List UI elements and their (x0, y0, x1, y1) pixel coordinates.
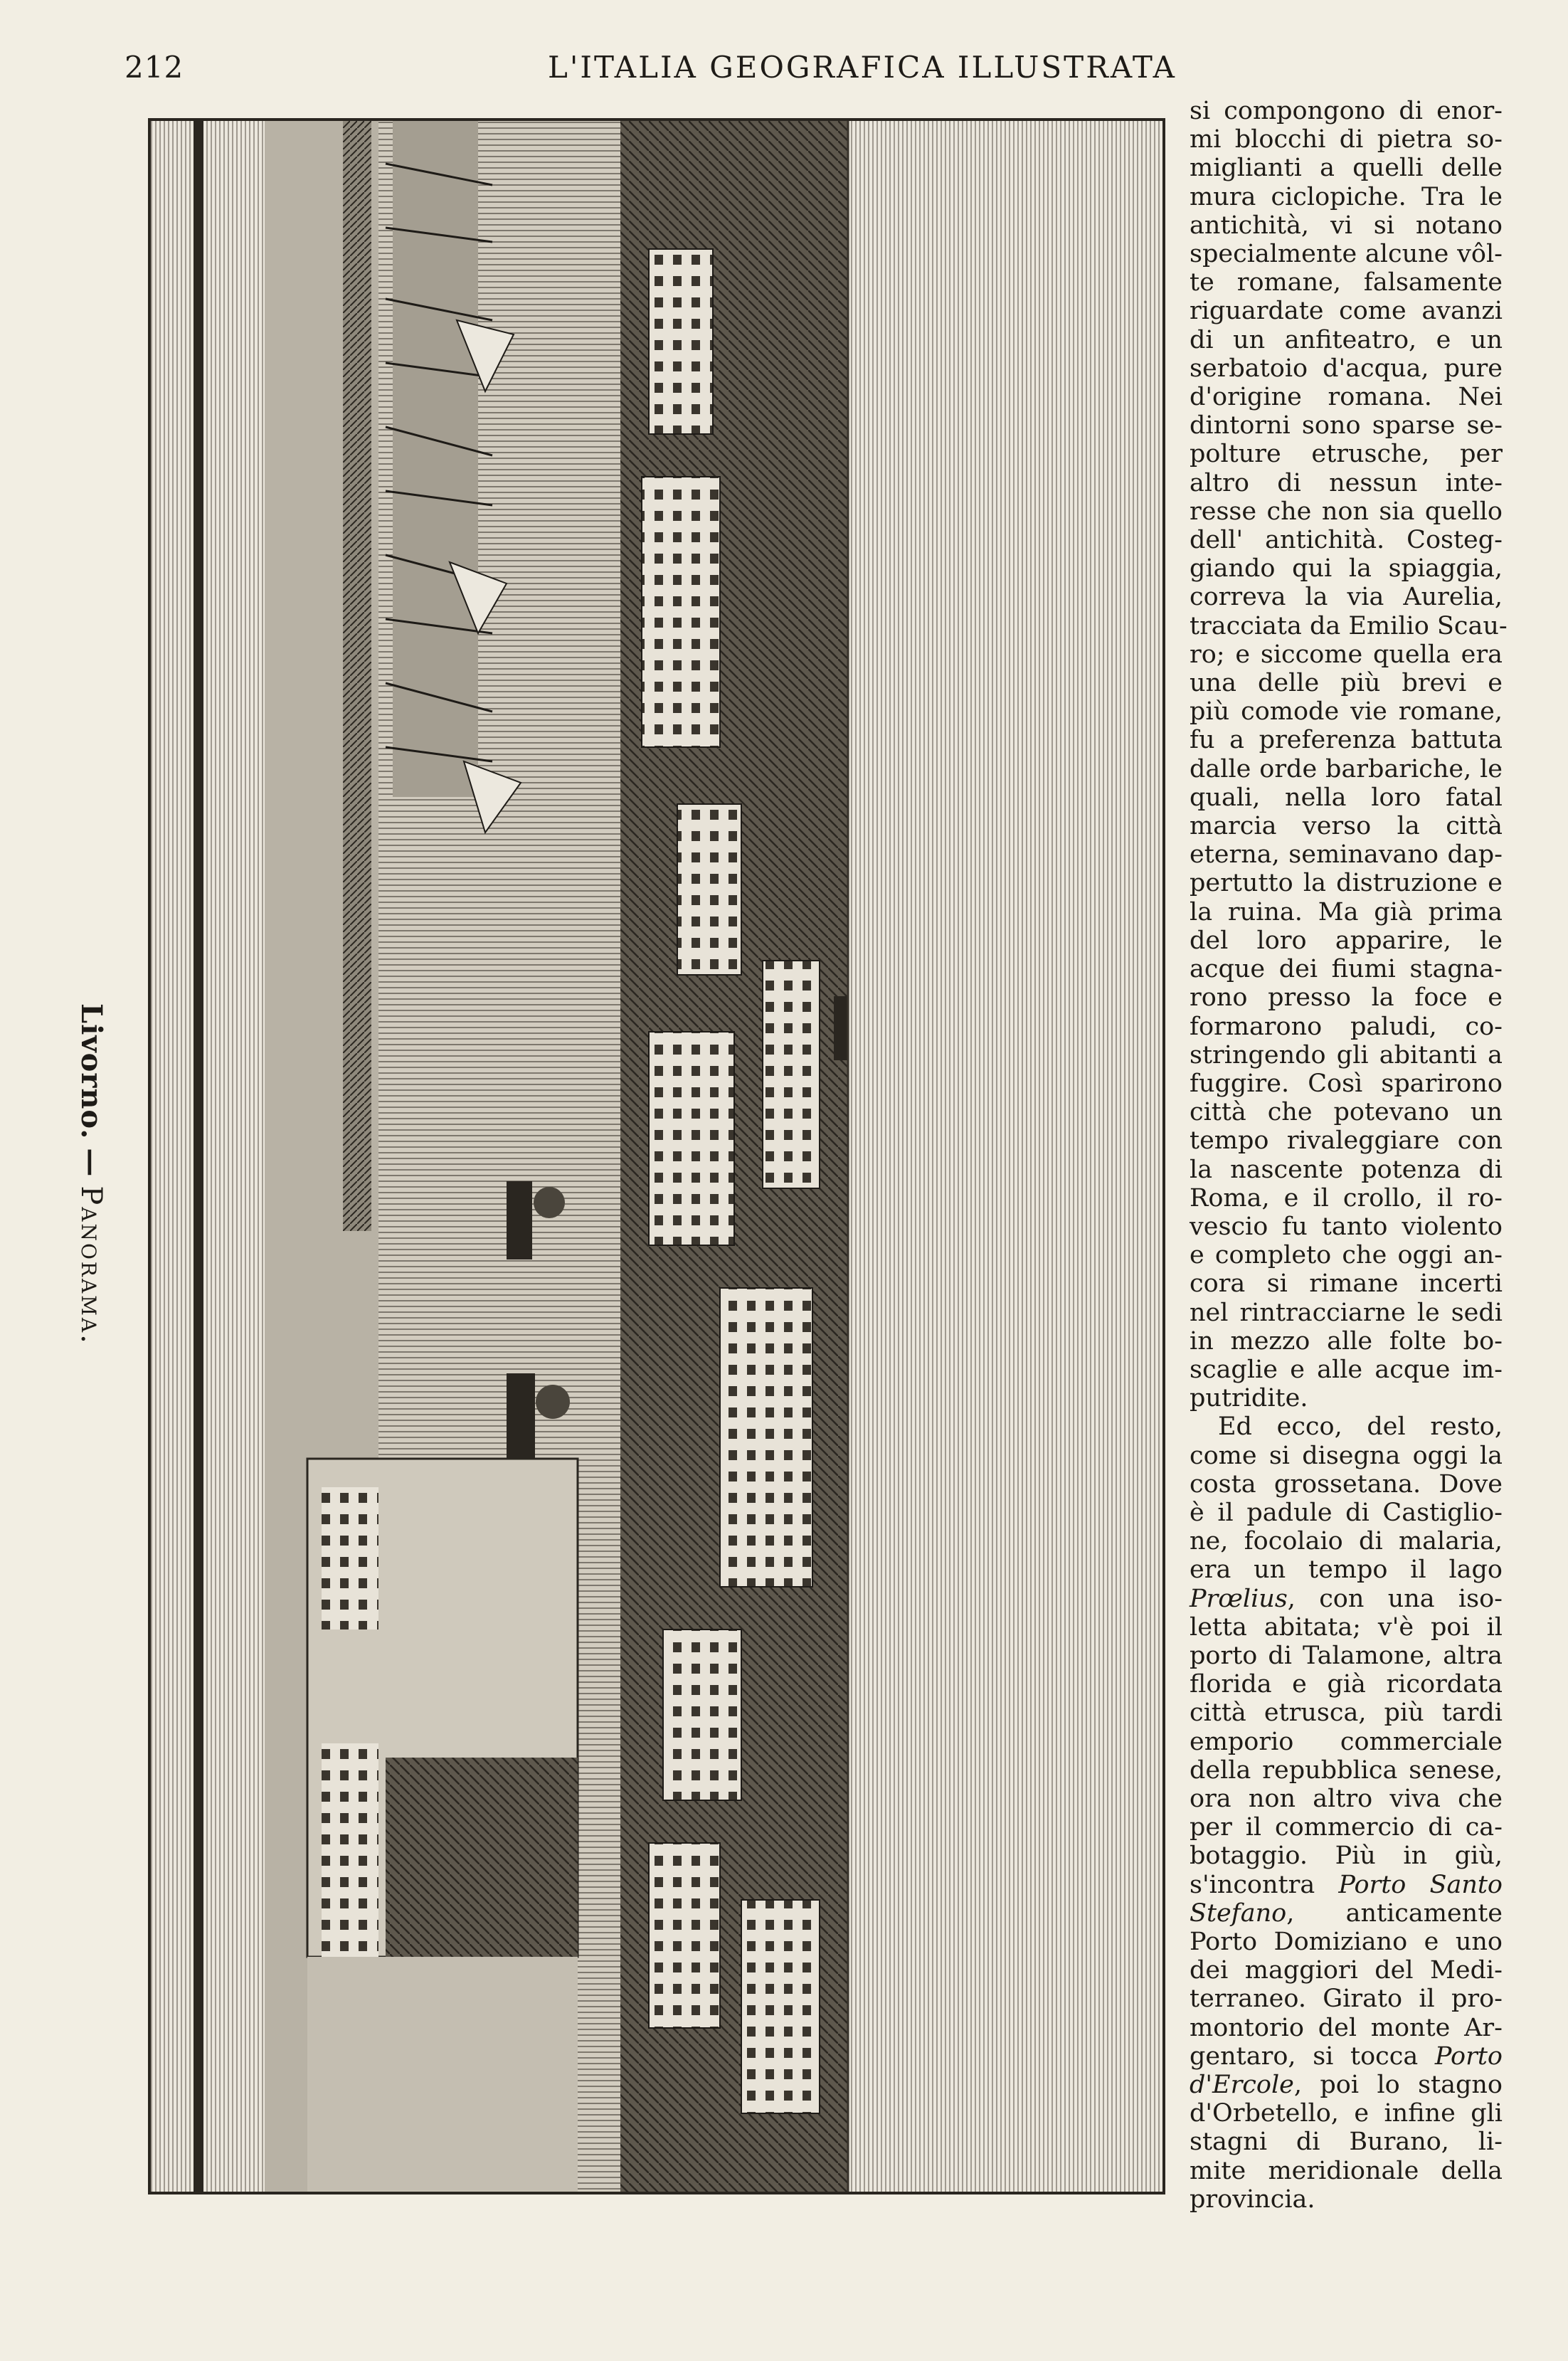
caption-title: Panorama. (75, 1185, 107, 1346)
body-text-column (1190, 97, 1508, 2214)
text-line: montorio del monte Ar- (1190, 2013, 1503, 2042)
breakwater-edge (194, 121, 203, 2192)
text-line: città che potevano un (1190, 1098, 1503, 1127)
text-line: fu a preferenza battuta (1190, 726, 1503, 755)
text-line: miglianti a quelli delle (1190, 154, 1503, 183)
text-line: altro di nessun inte- (1190, 468, 1503, 497)
text-line: d'Orbetello, e infine gli (1190, 2099, 1503, 2128)
text-line: Roma, e il crollo, il ro- (1190, 1183, 1503, 1213)
text-line: emporio commerciale (1190, 1727, 1503, 1756)
text-line: letta abitata; v'è poi il (1190, 1612, 1503, 1642)
running-title: L'ITALIA GEOGRAFICA ILLUSTRATA (548, 50, 1177, 85)
text-line: dei maggiori del Medi- (1190, 1956, 1503, 1985)
text-line: la nascente potenza di (1190, 1155, 1503, 1184)
quay (307, 1957, 578, 2192)
text-line: rono presso la foce e (1190, 983, 1503, 1013)
text-line: serbatoio d'acqua, pure (1190, 354, 1503, 383)
text-line: eterna, seminavano dap- (1190, 840, 1503, 870)
text-line: d'origine romana. Nei (1190, 383, 1503, 412)
text-line: marcia verso la città (1190, 812, 1503, 841)
text-line: stringendo gli abitanti a (1190, 1040, 1503, 1069)
text-line: resse che non sia quello (1190, 497, 1503, 526)
text-line: come si disegna oggi la (1190, 1441, 1503, 1470)
open-sea (151, 121, 265, 2192)
text-line: botaggio. Più in giù, (1190, 1842, 1503, 1871)
text-line: ora non altro viva che (1190, 1784, 1503, 1813)
text-line: scaglie e alle acque im- (1190, 1355, 1503, 1384)
text-line: s'incontra Porto Santo (1190, 1870, 1503, 1899)
text-line: acque dei fiumi stagna- (1190, 955, 1503, 984)
text-line: formarono paludi, co- (1190, 1012, 1503, 1041)
text-line: d'Ercole, poi lo stagno (1190, 2071, 1503, 2100)
text-line: ne, focolaio di malaria, (1190, 1527, 1503, 1556)
harbor-illustration (151, 121, 1162, 2192)
caption-place: Livorno. (75, 1003, 108, 1140)
text-line: dintorni sono sparse se- (1190, 411, 1503, 440)
text-line: riguardate come avanzi (1190, 297, 1503, 326)
text-line: specialmente alcune vôl- (1190, 240, 1503, 269)
text-line: dalle orde barbariche, le (1190, 754, 1503, 783)
text-line: tempo rivaleggiare con (1190, 1126, 1503, 1156)
text-line: porto di Talamone, altra (1190, 1641, 1503, 1670)
text-line: di un anfiteatro, e un (1190, 325, 1503, 354)
fortress-building (322, 1743, 378, 1957)
text-line: cora si rimane incerti (1190, 1269, 1503, 1299)
text-line: è il padule di Castiglio- (1190, 1498, 1503, 1527)
text-line: la ruina. Ma già prima (1190, 897, 1503, 926)
fortress-roofs (386, 1758, 578, 1957)
text-line: vescio fu tanto violento (1190, 1212, 1503, 1241)
text-line: si compongono di enor- (1190, 97, 1503, 125)
text-line: Ed ecco, del resto, (1218, 1412, 1503, 1442)
text-line: terraneo. Girato il pro- (1190, 1985, 1503, 2014)
text-line: Stefano, anticamente (1190, 1898, 1503, 1928)
page-number: 212 (125, 50, 184, 85)
text-line: quali, nella loro fatal (1190, 783, 1503, 812)
text-line: e completo che oggi an- (1190, 1241, 1503, 1270)
text-line: gentaro, si tocca Porto (1190, 2042, 1503, 2071)
text-line: per il commercio di ca- (1190, 1813, 1503, 1842)
text-line: nel rintracciarne le sedi (1190, 1298, 1503, 1327)
sky (848, 121, 1162, 2192)
text-line: della repubblica senese, (1190, 1755, 1503, 1785)
text-line: stagni di Burano, li- (1190, 2128, 1503, 2157)
text-line: provincia. (1190, 2185, 1315, 2214)
fortress-tower (322, 1487, 378, 1630)
text-line: in mezzo alle folte bo- (1190, 1326, 1503, 1356)
text-line: putridite. (1190, 1384, 1308, 1413)
figure-caption (75, 1003, 108, 1346)
text-line: ro; e siccome quella era (1190, 640, 1503, 669)
text-line: giando qui la spiaggia, (1190, 554, 1503, 583)
text-line: fuggire. Così sparirono (1190, 1069, 1503, 1098)
text-line: una delle più brevi e (1190, 669, 1503, 698)
text-line: antichità, vi si notano (1190, 211, 1503, 240)
text-line: Prœlius, con una iso- (1190, 1584, 1503, 1613)
text-line: era un tempo il lago (1190, 1555, 1503, 1585)
text-line: mite meridionale della (1190, 2156, 1503, 2185)
text-line: del loro apparire, le (1190, 926, 1503, 955)
text-line: mura ciclopiche. Tra le (1190, 182, 1503, 211)
panorama-engraving (148, 118, 1165, 2194)
text-line: costa grossetana. Dove (1190, 1469, 1503, 1499)
text-line: tracciata da Emilio Scau- (1190, 611, 1508, 640)
text-line: dell' antichità. Costeg- (1190, 526, 1503, 555)
text-line: Porto Domiziano e uno (1190, 1928, 1503, 1956)
text-line: correva la via Aurelia, (1190, 583, 1503, 612)
text-line: te romane, falsamente (1190, 268, 1503, 297)
caption-dash: — (75, 1148, 108, 1178)
text-line: mi blocchi di pietra so- (1190, 125, 1503, 154)
text-line: più comode vie romane, (1190, 697, 1503, 727)
mole (343, 121, 371, 1231)
text-line: città etrusca, più tardi (1190, 1699, 1503, 1728)
text-line: pertutto la distruzione e (1190, 869, 1503, 898)
text-line: florida e già ricordata (1190, 1670, 1503, 1699)
text-line: polture etrusche, per (1190, 440, 1503, 469)
